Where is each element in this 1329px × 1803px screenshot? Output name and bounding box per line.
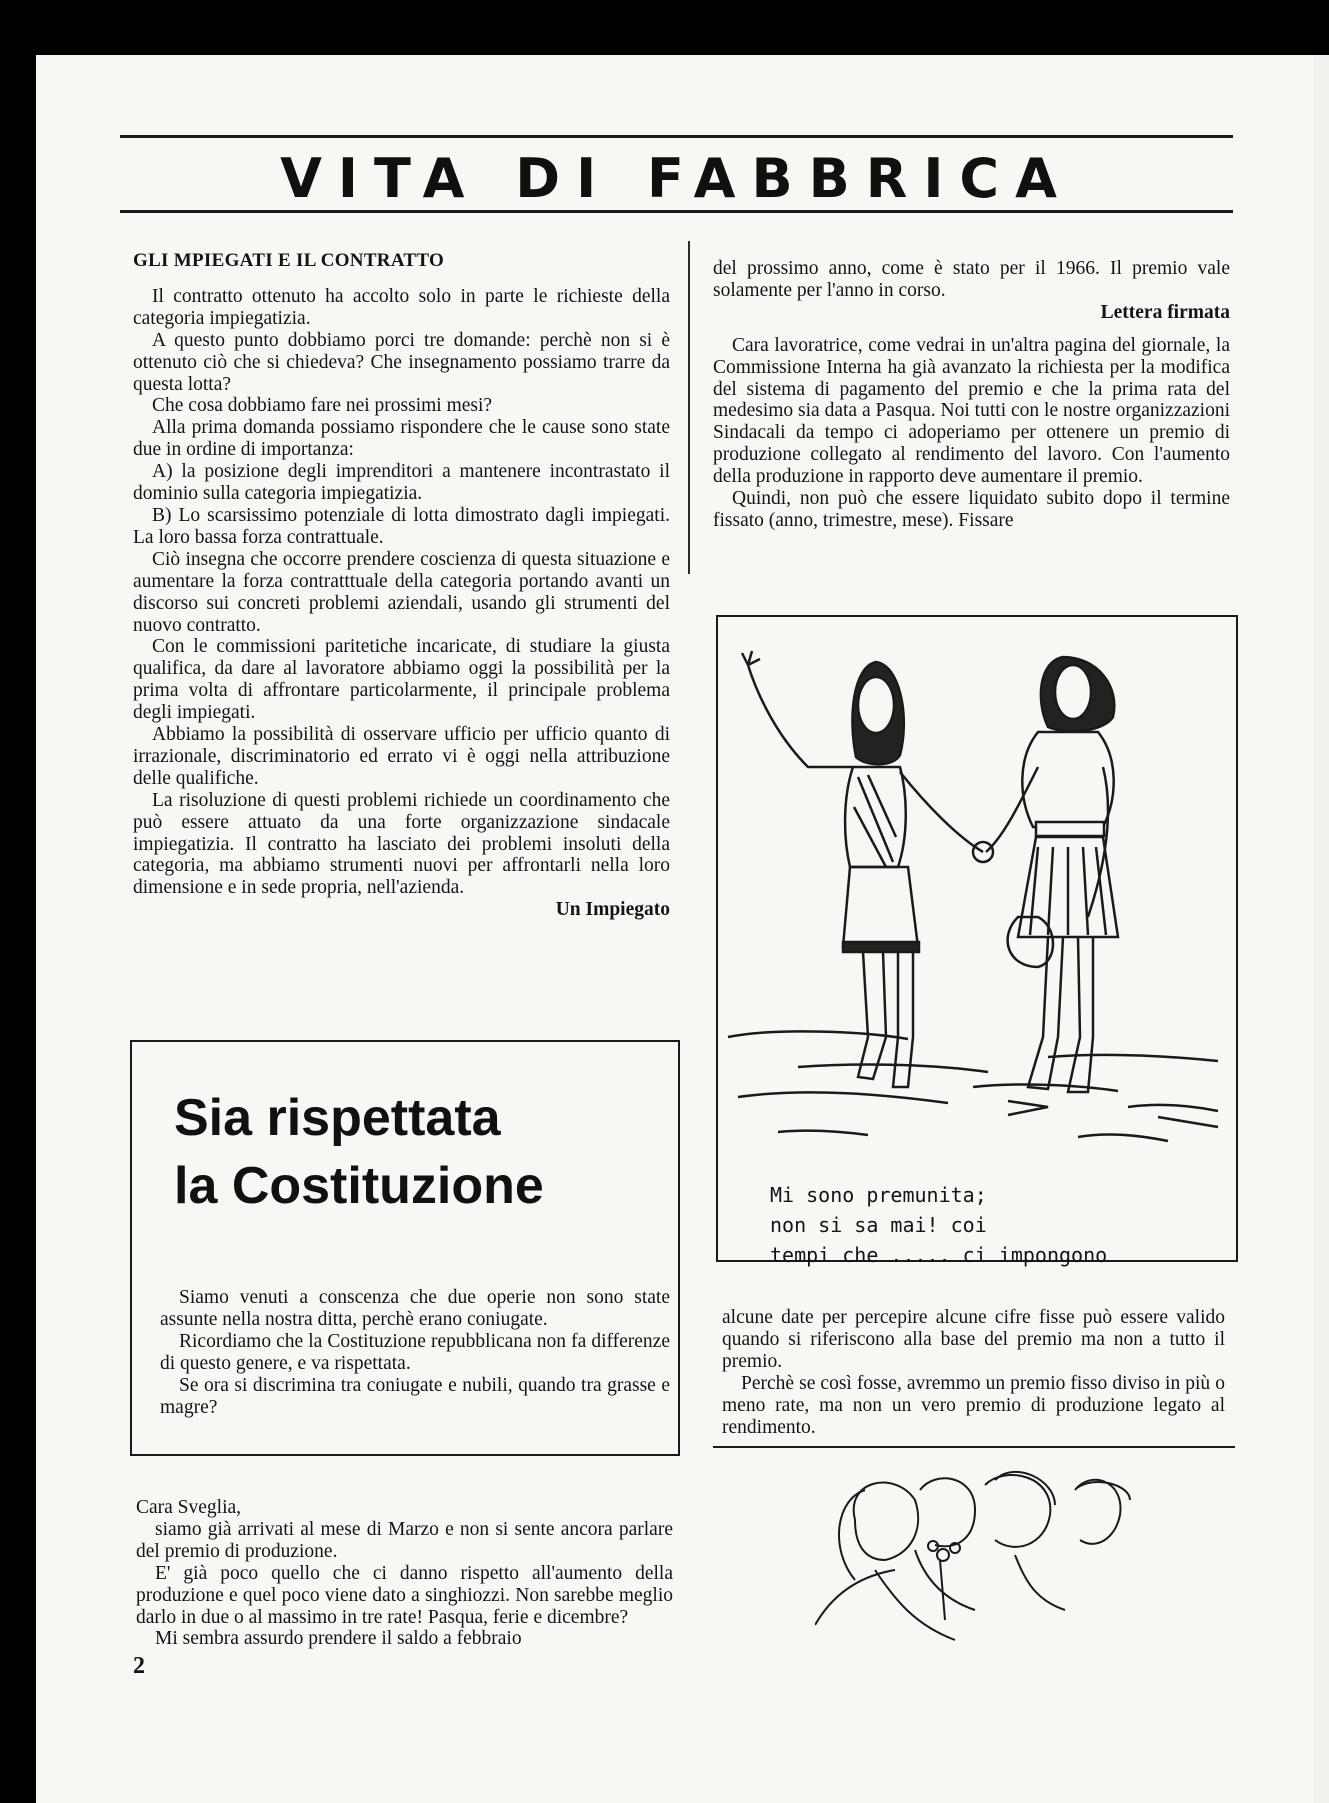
paragraph: Ciò insegna che occorre prendere coscienza di questa situazione e aumentare la forza contratttuale della categoria portando avanti un discorso sui concreti problemi aziendali, usando gli strumenti del nuovo contratto. bbox=[133, 548, 670, 636]
reply-paragraph: Cara lavoratrice, come vedrai in un'altra pagina del giornale, la Commissione Interna ha già avanzato la richiesta per la modifica del sistema di pagamento del premio e che la prima rata del medesimo sia data a Pasqua. Noi tutti con le nostre organizzazioni Sindacali da tempo ci adoperiamo per ottenere un premio di produzione collegato al rendimento del lavoro. Con l'aumento della produzione in rapporto deve aumentare il premio. bbox=[713, 334, 1230, 488]
reply-paragraph: alcune date per percepire alcune cifre fisse può essere valido quando si riferiscono alla base del premio ma non a tutto il premio. bbox=[722, 1307, 1225, 1372]
cartoon-frame bbox=[716, 615, 1238, 1262]
reply-paragraph: Perchè se così fosse, avremmo un premio fisso diviso in più o meno rate, ma non un vero premio di produzione legato al rendimento. bbox=[722, 1372, 1225, 1438]
paragraph: La risoluzione di questi problemi richiede un coordinamento che può essere attuato da una forte organizzazione sindacale impiegatizia. Il contratto ha lasciato dei problemi insoluti della categoria, ma abbiamo strumenti nuovi per affrontarli nella loro dimensione e in sede propria, nell'azienda. bbox=[133, 789, 670, 899]
paragraph: A) la posizione degli imprenditori a mantenere incontrastato il dominio sulla categoria impiegatizia. bbox=[133, 461, 670, 505]
cartoon-illustration bbox=[718, 617, 1236, 1260]
costituzione-box bbox=[130, 1040, 680, 1456]
sketch-illustration bbox=[815, 1460, 1155, 1650]
box-title-line: Sia rispettata bbox=[174, 1089, 501, 1147]
paragraph: A questo punto dobbiamo porci tre domande: perchè non si è ottenuto ciò che si chiedeva? Che insegnamento possiamo trarre da questa lotta? bbox=[133, 329, 670, 395]
box-body bbox=[160, 1287, 670, 1418]
paragraph: B) Lo scarsissimo potenziale di lotta dimostrato dagli impiegati. La loro bassa forza contrattuale. bbox=[133, 504, 670, 548]
reply-end-rule bbox=[713, 1446, 1235, 1448]
caption-line: tempi che ..... ci impongono bbox=[770, 1243, 1108, 1267]
paragraph: Se ora si discrimina tra coniugate e nubili, quando tra grasse e magre? bbox=[160, 1374, 670, 1418]
paragraph: siamo già arrivati al mese di Marzo e non si sente ancora parlare del premio di produzione. bbox=[136, 1518, 673, 1562]
cartoon-caption bbox=[770, 1180, 1107, 1270]
letter-salutation: Cara Sveglia, bbox=[136, 1497, 242, 1518]
paragraph: Mi sembra assurdo prendere il saldo a febbraio bbox=[155, 1628, 522, 1650]
paragraph: E' già poco quello che ci danno rispetto all'aumento della produzione e quel poco viene dato a singhiozzi. Non sarebbe meglio darlo in due o al massimo in tre rate! Pasqua, ferie e dicembre? bbox=[136, 1562, 673, 1628]
article-signature: Un Impiegato bbox=[555, 899, 670, 921]
column-divider bbox=[688, 241, 690, 574]
article-gli-impiegati bbox=[133, 250, 670, 921]
box-title bbox=[174, 1084, 544, 1220]
masthead-rule-top bbox=[120, 135, 1233, 138]
article-headline: GLI MPIEGATI E IL CONTRATTO bbox=[133, 250, 445, 271]
reply-continuation bbox=[722, 1307, 1225, 1438]
paragraph: Alla prima domanda possiamo rispondere che le cause sono state due in ordine di importanza: bbox=[133, 417, 670, 461]
letter-cara-sveglia bbox=[136, 1497, 673, 1650]
paragraph: Il contratto ottenuto ha accolto solo in parte le richieste della categoria impiegatizia. bbox=[133, 285, 670, 329]
paragraph: Che cosa dobbiamo fare nei prossimi mesi? bbox=[152, 395, 493, 417]
box-title-line: la Costituzione bbox=[174, 1157, 544, 1215]
letter-reply-column bbox=[713, 258, 1230, 532]
letter-signature: Lettera firmata bbox=[1100, 301, 1230, 323]
letter-continuation: del prossimo anno, come è stato per il 1966. Il premio vale solamente per l'anno in corso. bbox=[713, 258, 1230, 301]
paragraph: Abbiamo la possibilità di osservare ufficio per ufficio quanto di irrazionale, discriminatorio ed errato vi è oggi nella attribuzione delle qualifiche. bbox=[133, 724, 670, 789]
masthead-rule-bottom bbox=[120, 210, 1233, 213]
paragraph: Con le commissioni paritetiche incaricate, di studiare la giusta qualifica, da dare al lavoratore abbiamo oggi la possibilità per la prima volta di affrontare particolarmente, il principale problema degli impiegati. bbox=[133, 636, 670, 724]
caption-line: non si sa mai! coi bbox=[770, 1213, 987, 1237]
page-number: 2 bbox=[133, 1653, 145, 1679]
paragraph: Siamo venuti a conscenza che due operie non sono state assunte nella nostra ditta, perchè erano coniugate. bbox=[160, 1287, 670, 1330]
page-edge bbox=[1314, 55, 1329, 1803]
masthead: VITA DI FABBRICA bbox=[280, 147, 1073, 210]
paragraph: Ricordiamo che la Costituzione repubblicana non fa differenze di questo genere, e va rispettata. bbox=[160, 1330, 670, 1374]
caption-line: Mi sono premunita; bbox=[770, 1183, 987, 1207]
reply-paragraph: Quindi, non può che essere liquidato subito dopo il termine fissato (anno, trimestre, mese). Fissare bbox=[713, 488, 1230, 531]
